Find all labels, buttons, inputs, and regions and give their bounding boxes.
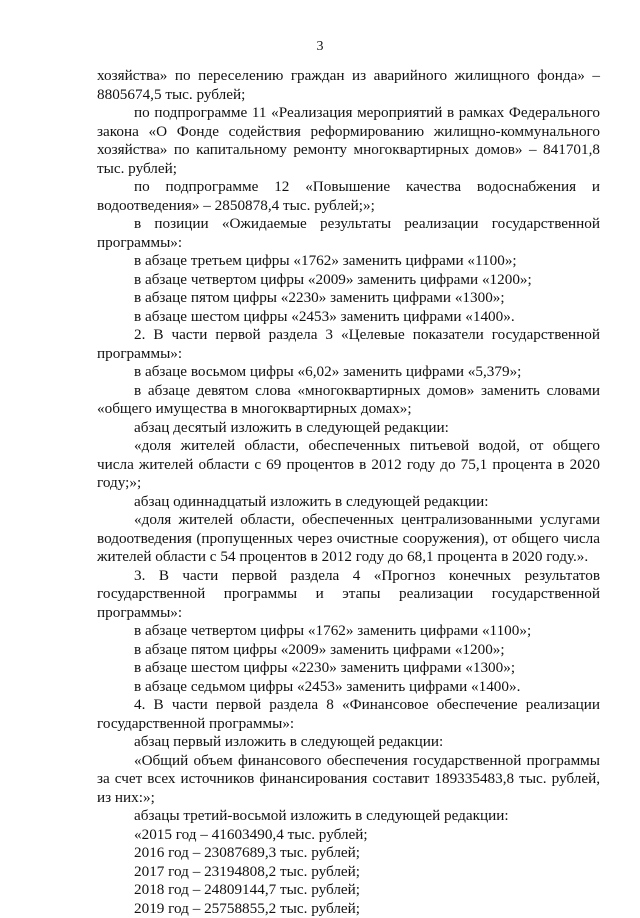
paragraph: «Общий объем финансового обеспечения государственной программы за счет всех источников финансирования составит 189335483,8 тыс. рублей, из них:»; [97, 752, 600, 808]
paragraph: в абзаце шестом цифры «2453» заменить цифрами «1400». [97, 308, 600, 327]
paragraph: «доля жителей области, обеспеченных питьевой водой, от общего числа жителей области с 69 процентов в 2012 году до 75,1 процента в 2020 году;»; [97, 437, 600, 493]
paragraph: в абзаце седьмом цифры «2453» заменить цифрами «1400». [97, 678, 600, 697]
page-number: 3 [0, 39, 640, 55]
paragraph: в абзаце четвертом цифры «2009» заменить цифрами «1200»; [97, 271, 600, 290]
paragraph: в абзаце пятом цифры «2009» заменить цифрами «1200»; [97, 641, 600, 660]
paragraph: по подпрограмме 11 «Реализация мероприятий в рамках Федерального закона «О Фонде содействия реформированию жилищно-коммунального хозяйства» по капитальному ремонту многоквартирных домов» – 841701,8 тыс. рублей; [97, 104, 600, 178]
paragraph: абзац десятый изложить в следующей редакции: [97, 419, 600, 438]
paragraph: абзац первый изложить в следующей редакции: [97, 733, 600, 752]
paragraph: абзацы третий-восьмой изложить в следующей редакции: [97, 807, 600, 826]
paragraph: 2017 год – 23194808,2 тыс. рублей; [97, 863, 600, 882]
paragraph: в абзаце девятом слова «многоквартирных домов» заменить словами «общего имущества в многоквартирных домах»; [97, 382, 600, 419]
paragraph: 2019 год – 25758855,2 тыс. рублей; [97, 900, 600, 918]
paragraph: в абзаце третьем цифры «1762» заменить цифрами «1100»; [97, 252, 600, 271]
paragraph: 4. В части первой раздела 8 «Финансовое обеспечение реализации государственной программы»: [97, 696, 600, 733]
paragraph: «доля жителей области, обеспеченных централизованными услугами водоотведения (пропущенных через очистные сооружения), от общего числа жителей области с 54 процентов в 2012 году до 68,1 процента в 2020 году.». [97, 511, 600, 567]
paragraph: «2015 год – 41603490,4 тыс. рублей; [97, 826, 600, 845]
paragraph: по подпрограмме 12 «Повышение качества водоснабжения и водоотведения» – 2850878,4 тыс. рублей;»; [97, 178, 600, 215]
paragraph: в абзаце пятом цифры «2230» заменить цифрами «1300»; [97, 289, 600, 308]
paragraph: хозяйства» по переселению граждан из аварийного жилищного фонда» – 8805674,5 тыс. рублей; [97, 67, 600, 104]
paragraph: 2018 год – 24809144,7 тыс. рублей; [97, 881, 600, 900]
paragraph: в абзаце шестом цифры «2230» заменить цифрами «1300»; [97, 659, 600, 678]
paragraph: в абзаце четвертом цифры «1762» заменить цифрами «1100»; [97, 622, 600, 641]
paragraph: 2016 год – 23087689,3 тыс. рублей; [97, 844, 600, 863]
document-body [97, 67, 600, 918]
paragraph: 2. В части первой раздела 3 «Целевые показатели государственной программы»: [97, 326, 600, 363]
paragraph: абзац одиннадцатый изложить в следующей редакции: [97, 493, 600, 512]
paragraph: 3. В части первой раздела 4 «Прогноз конечных результатов государственной программы и этапы реализации государственной программы»: [97, 567, 600, 623]
paragraph: в позиции «Ожидаемые результаты реализации государственной программы»: [97, 215, 600, 252]
paragraph: в абзаце восьмом цифры «6,02» заменить цифрами «5,379»; [97, 363, 600, 382]
